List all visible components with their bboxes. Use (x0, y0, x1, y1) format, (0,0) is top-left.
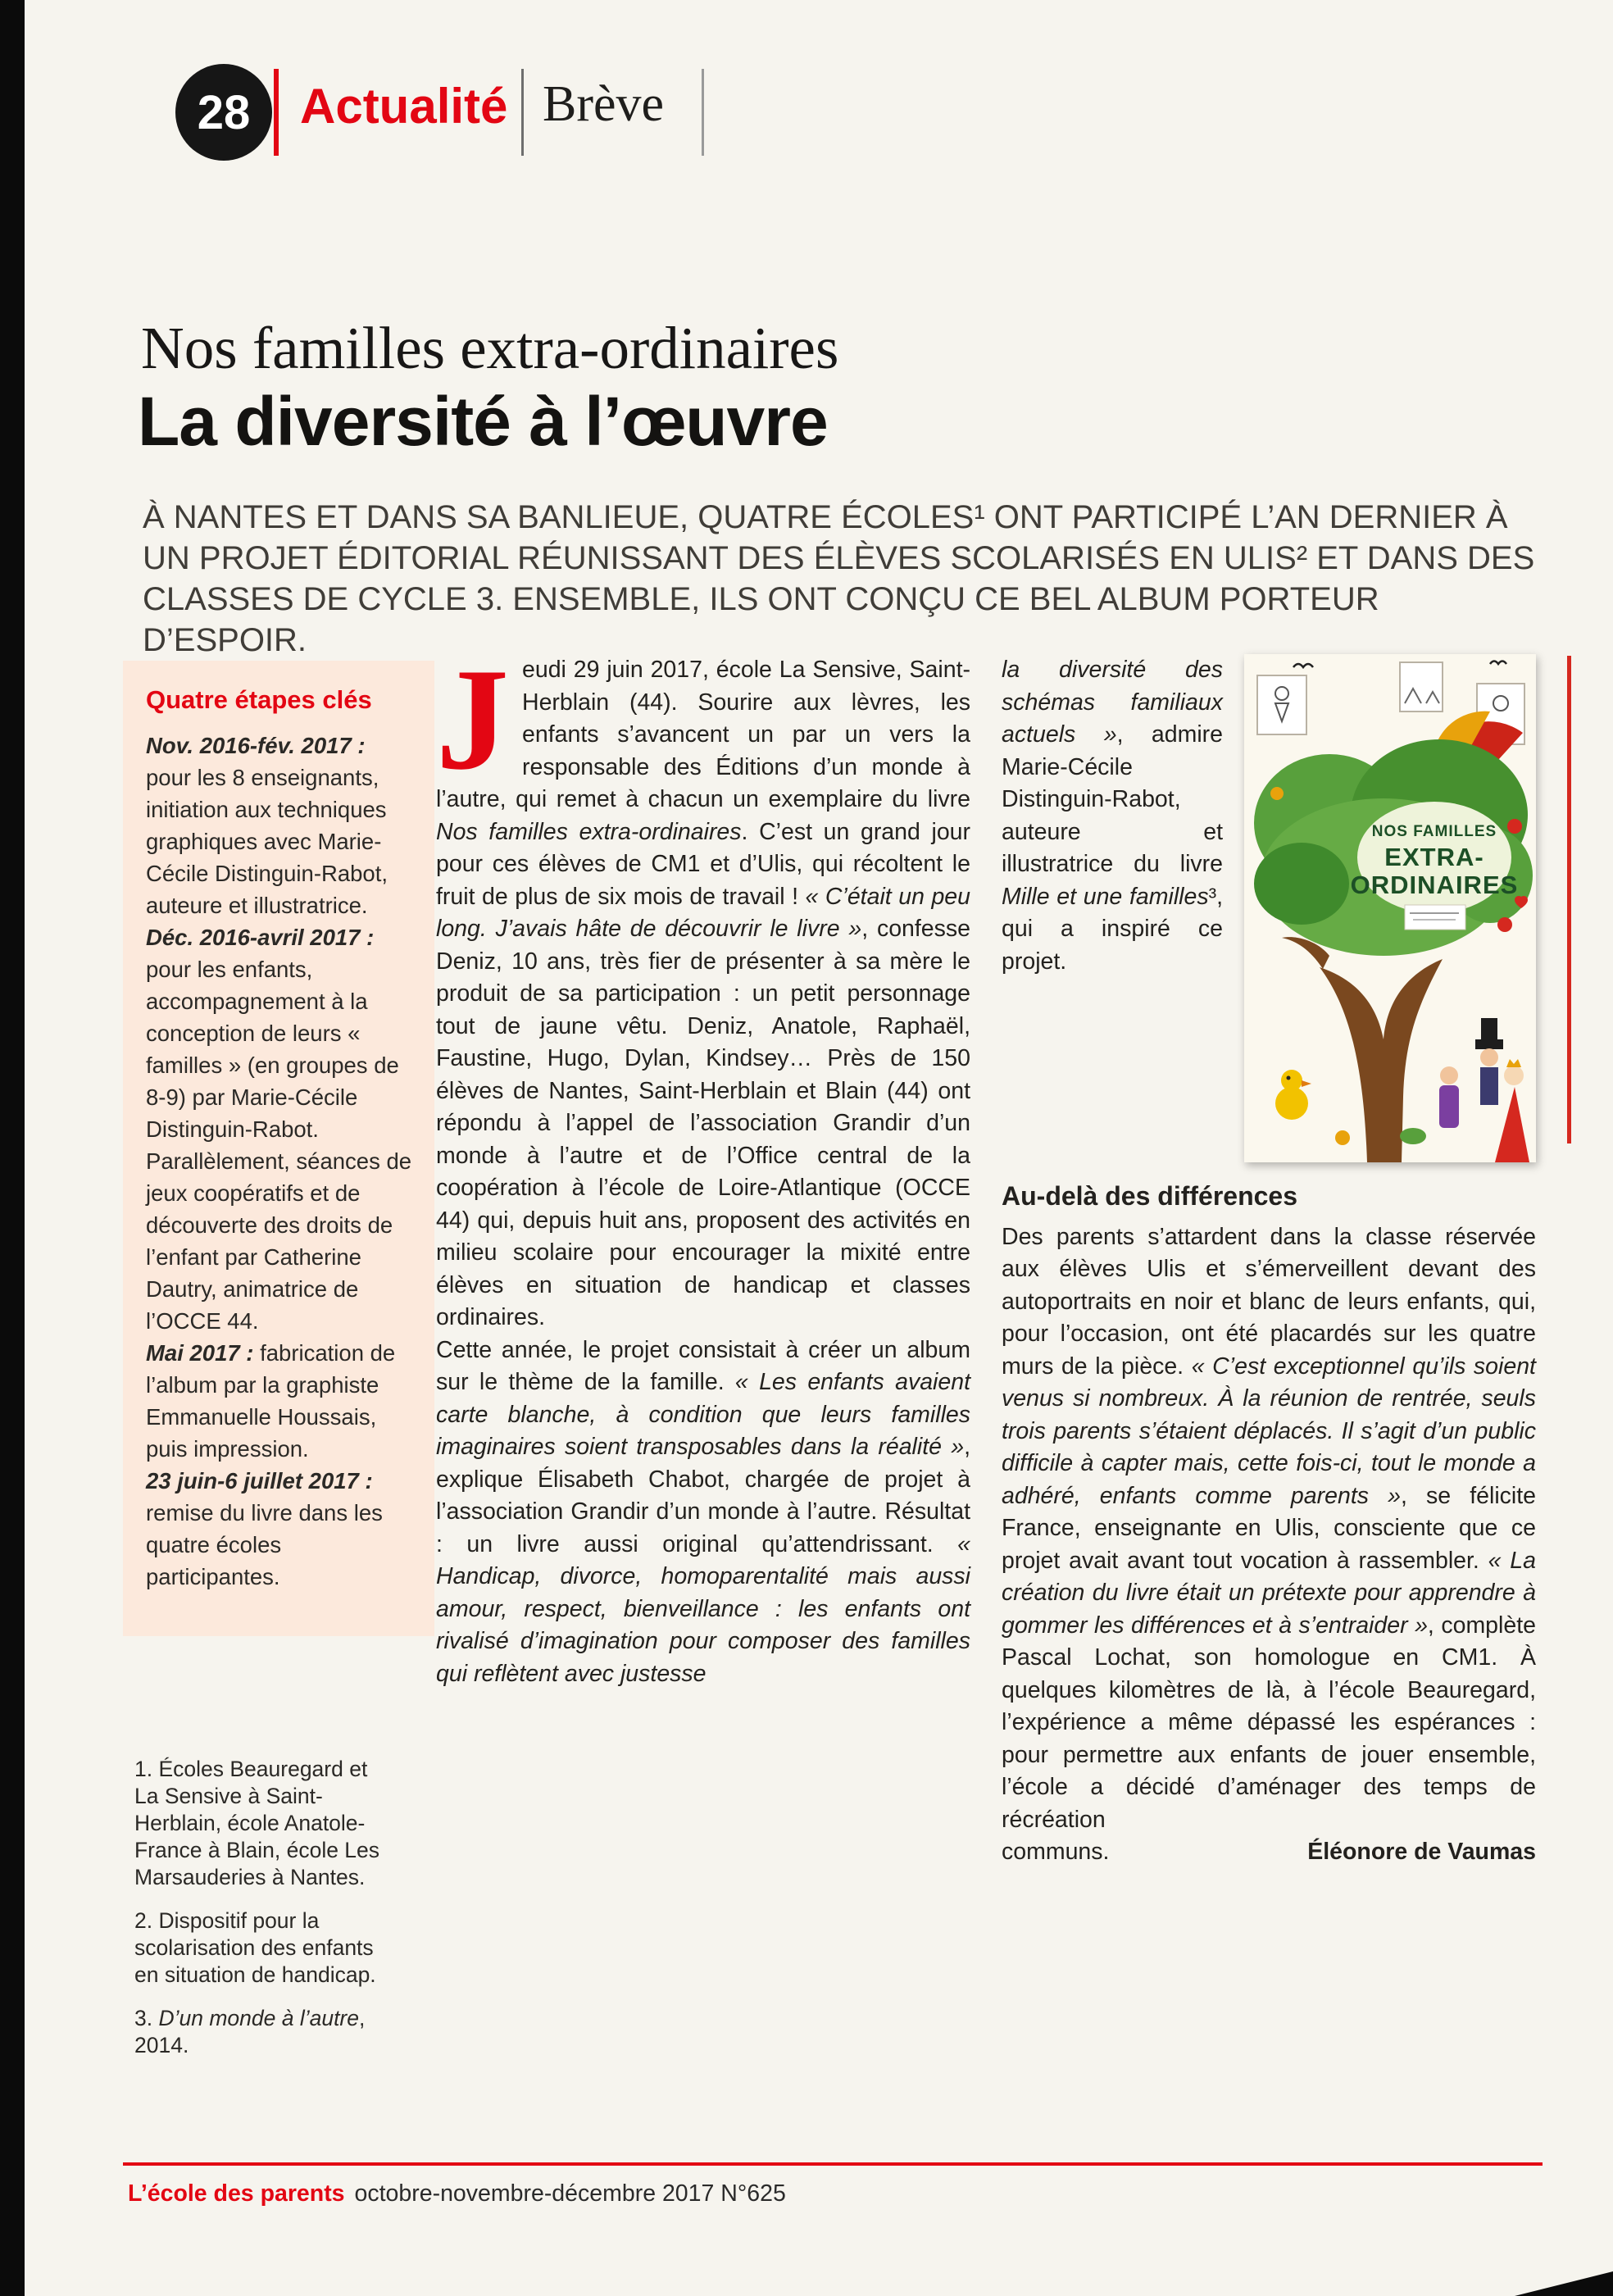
book-cover (1244, 654, 1536, 1162)
scan-edge-corner (1515, 2271, 1613, 2296)
standfirst: À NANTES ET DANS SA BANLIEUE, QUATRE ÉCOLES¹ ONT PARTICIPÉ L’AN DERNIER À UN PROJET ÉDITORIAL RÉUNISSANT DES ÉLÈVES SCOLARISÉS EN ULIS² ET DANS DES CLASSES DE CYCLE 3. ENSEMBLE, ILS ONT CONÇU CE BEL ALBUM PORTEUR D’ESPOIR. (143, 499, 1535, 658)
page-number: 28 (197, 85, 251, 139)
article-column-1 (436, 638, 971, 1690)
footer-rule (123, 2162, 1543, 2166)
key-step-item: 23 juin-6 juillet 2017 : remise du livre dans les quatre écoles participantes. (146, 1468, 383, 1589)
header-divider-2 (702, 69, 704, 156)
cover-title-line-1: NOS FAMILLES (1371, 823, 1497, 840)
footnote: 3. D’un monde à l’autre, 2014. (134, 2006, 366, 2057)
magazine-name: L’école des parents (128, 2180, 345, 2207)
article-paragraph: Cette année, le projet consistait à créer un album sur le thème de la famille. « Les enfants avaient carte blanche, à condition que leurs familles imaginaires soient transposables dans la réalité », explique Élisabeth Chabot, chargée de projet à l’association Grandir d’un monde à l’autre. Résultat : un livre aussi original qu’attendrissant. « Handicap, divorce, homoparentalité mais aussi amour, respect, bienveillance : les enfants ont rivalisé d’imagination pour composer des familles qui reflètent avec justesse (436, 1336, 970, 1687)
footnotes (134, 1756, 380, 2075)
footnote: 2. Dispositif pour la scolarisation des enfants en situation de handicap. (134, 1908, 376, 1987)
key-step-item: Déc. 2016-avril 2017 : pour les enfants, accompagnement à la conception de leurs « familles » (en groupes de 8-9) par Marie-Cécile Distinguin-Rabot. Parallèlement, séances de jeux coopératifs et de découverte des droits de l’enfant par Catherine Dautry, animatrice de l’OCCE 44. (146, 925, 412, 1334)
article-paragraph: Des parents s’attardent dans la classe réservée aux élèves Ulis et s’émerveillent devant des autoportraits en noir et blanc de leurs enfants, qui, pour l’occasion, ont été placardés sur les quatre murs de la pièce. « C’est exceptionnel qu’ils soient venus si nombreux. À la réunion de rentrée, seuls trois parents s’étaient déplacés. Il s’agit d’un public difficile à capter mais, cette fois-ci, tout le monde a adhéré, enfants comme parents », se félicite France, enseignante en Ulis, consciente que ce projet avait avant tout vocation à rassembler. « La création du livre était un prétexte pour apprendre à gommer les différences et à s’entraider », complète Pascal Lochat, son homologue en CM1. À quelques kilomètres de là, à l’école Beauregard, l’expérience a même dépassé les espérances : pour permettre aux enfants de jouer ensemble, l’école a décidé d’aménager des temps de récréation (1002, 1223, 1537, 1833)
key-step-item: Nov. 2016-fév. 2017 : pour les 8 enseignants, initiation aux techniques graphiques avec Marie-Cécile Distinguin-Rabot, auteure et illustratrice. (146, 733, 388, 918)
article-paragraph: la diversité des schémas familiaux actuels », admire Marie-Cécile Distinguin-Rabot, auteure et illustratrice du livre Mille et une familles³, qui a inspiré ce projet. (1002, 657, 1223, 975)
article-column-2 (1002, 654, 1536, 1869)
header-red-rule (274, 69, 279, 156)
article-title: La diversité à l’œuvre (138, 383, 828, 460)
article-paragraph: Jeudi 29 juin 2017, école La Sensive, Saint-Herblain (44). Sourire aux lèvres, les enfants s’avancent un par un vers la responsable des Éditions d’un monde à l’autre, qui remet à chacun un exemplaire du livre Nos familles extra-ordinaires. C’est un grand jour pour ces élèves de CM1 et d’Ulis, qui récoltent le fruit de plus de six mois de travail ! « C’était un peu long. J’avais hâte de découvrir le livre », confesse Deniz, 10 ans, très fier de présenter à sa mère le produit de sa participation : un petit personnage tout de jaune vêtu. Deniz, Anatole, Raphaël, Faustine, Hugo, Dylan, Kindsey… Près de 150 élèves de Nantes, Saint-Herblain et Blain (44) ont répondu à l’appel de l’association Grandir d’un monde à l’autre et de l’Office central de la coopération à l’école de Loire-Atlantique (OCCE 44) qui, depuis huit ans, proposent des activités en milieu scolaire pour encourager la mixité entre élèves en situation de handicap et classes ordinaires. (436, 638, 971, 1330)
article-kicker: Nos familles extra-ordinaires (141, 315, 839, 381)
section-label: Actualité (300, 79, 508, 134)
byline-row (1002, 1836, 1536, 1869)
footnote: 1. Écoles Beauregard et La Sensive à Saint-Herblain, école Anatole-France à Blain, école Les Marsauderies à Nantes. (134, 1757, 380, 1889)
key-steps-box (123, 661, 434, 1636)
subsection-label: Brève (543, 76, 665, 132)
key-steps-title: Quatre étapes clés (146, 685, 372, 714)
book-cover-illustration (1244, 654, 1536, 1162)
issue-info: octobre-novembre-décembre 2017 N°625 (354, 2180, 786, 2207)
cover-title-line-2: EXTRA- (1384, 843, 1484, 871)
header-divider-1 (521, 69, 524, 156)
page-number-badge (175, 64, 272, 161)
scan-edge-left (0, 0, 25, 2296)
drop-cap: J (436, 638, 509, 800)
right-margin-rule (1567, 656, 1571, 1143)
paragraph-last-word: communs. (1002, 1839, 1110, 1865)
author-byline: Éléonore de Vaumas (1307, 1839, 1536, 1865)
cover-title-line-3: ORDINAIRES (1350, 871, 1519, 899)
subheading: Au-delà des différences (1002, 1181, 1297, 1211)
footer (128, 2180, 786, 2207)
key-step-item: Mai 2017 : fabrication de l’album par la graphiste Emmanuelle Houssais, puis impression. (146, 1340, 396, 1462)
